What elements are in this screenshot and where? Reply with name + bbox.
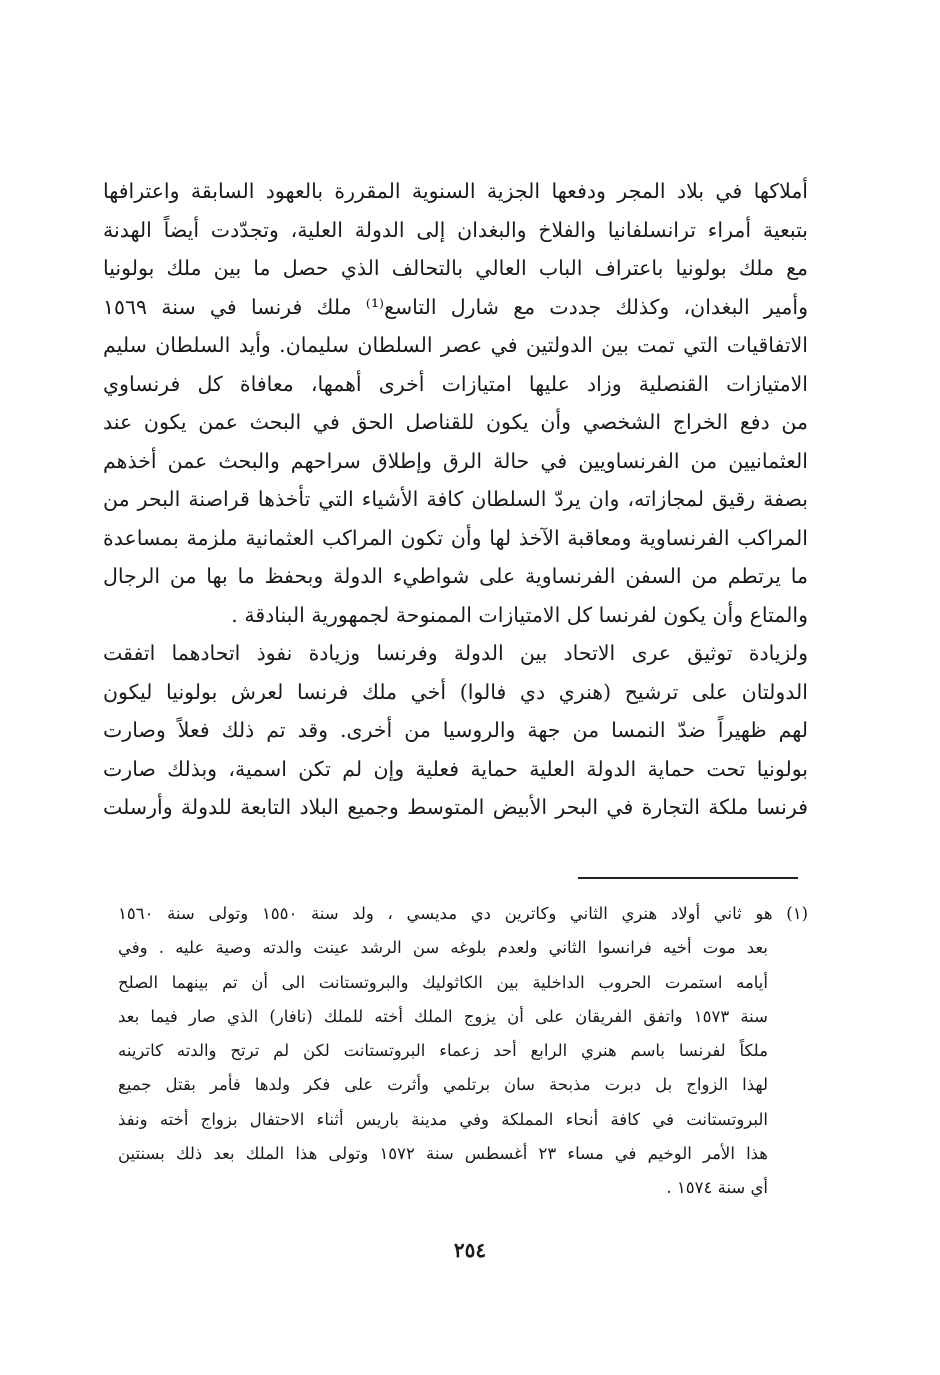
main-text bbox=[103, 172, 808, 827]
text-line: بولونيا تحت حماية الدولة العلية حماية فعلية وإن لم تكن اسمية، وبذلك صارت bbox=[103, 756, 808, 781]
text-line: ما يرتطم من السفن الفرنساوية على شواطيء الدولة وبحفظ ما بها من الرجال bbox=[103, 564, 808, 588]
text-line: العثمانيين من الفرنساويين في حالة الرق وإطلاق سراحهم والبحث عمن أخذهم bbox=[103, 448, 808, 473]
footnote-line: لهذا الزواج بل دبرت مذبحة سان برتلمي وأثرت على فكر ولدها فأمر بقتل جميع bbox=[118, 1075, 768, 1095]
text-line: أملاكها في بلاد المجر ودفعها الجزية السنوية المقررة بالعهود السابقة واعترافها bbox=[103, 179, 808, 203]
footnote-divider bbox=[578, 877, 798, 879]
text-line: ولزيادة توثيق عرى الاتحاد بين الدولة وفرنسا وزيادة نفوذ اتحادهما اتفقت bbox=[103, 641, 808, 665]
footnote-line: ملكاً لفرنسا باسم هنري الرابع أحد زعماء البروتستانت لكن لم ترتح والدته كاترينه bbox=[118, 1041, 768, 1061]
footnote-line: بعد موت أخيه فرانسوا الثاني ولعدم بلوغه سن الرشد عينت والدته وصية عليه . وفي bbox=[118, 938, 768, 958]
footnote-line: سنة ١٥٧٣ واتفق الفريقان على أن يزوج الملك أخته للملك (نافار) الذي صار فيما بعد bbox=[118, 1006, 768, 1026]
text-line: فرنسا ملكة التجارة في البحر الأبيض المتوسط وجميع البلاد التابعة للدولة وأرسلت bbox=[103, 795, 808, 819]
text-line: الاتفاقيات التي تمت بين الدولتين في عصر السلطان سليمان. وأيد السلطان سليم bbox=[103, 333, 808, 357]
text-line: المراكب الفرنساوية ومعاقبة الآخذ لها وأن تكون المراكب العثمانية ملزمة بمساعدة bbox=[103, 525, 808, 550]
text-line: بصفة رقيق لمجازاته، وان يردّ السلطان كافة الأشياء التي تأخذها قراصنة البحر من bbox=[103, 487, 808, 511]
text-line: الدولتان على ترشيح (هنري دي فالوا) أخي ملك فرنسا لعرش بولونيا ليكون bbox=[103, 679, 808, 704]
text-line: الامتيازات القنصلية وزاد عليها امتيازات أخرى أهمها، معافاة كل فرنساوي bbox=[103, 371, 808, 396]
footnotes bbox=[118, 897, 808, 1206]
footnote-line: (١) هو ثاني أولاد هنري الثاني وكاترين دي مديسي ، ولد سنة ١٥٥٠ وتولى سنة ١٥٦٠ bbox=[118, 904, 808, 923]
text-line: والمتاع وأن يكون لفرنسا كل الامتيازات الممنوحة لجمهورية البنادقة . bbox=[231, 602, 808, 627]
text-line: وأمير البغدان، وكذلك جددت مع شارل التاسع⁽¹⁾ ملك فرنسا في سنة ١٥٦٩ bbox=[103, 294, 808, 319]
page-number: ٢٥٤ bbox=[453, 1238, 487, 1262]
text-line: مع ملك بولونيا باعتراف الباب العالي بالتحالف الذي حصل ما بين ملك بولونيا bbox=[103, 256, 808, 280]
footnote-line: أيامه استمرت الحروب الداخلية بين الكاثوليك والبروتستانت الى أن تم بينهما الصلح bbox=[118, 972, 768, 992]
text-line: من دفع الخراج الشخصي وأن يكون للقناصل الحق في البحث عمن يكون عند bbox=[103, 410, 808, 434]
footnote-line: أي سنة ١٥٧٤ . bbox=[666, 1178, 768, 1198]
text-line: بتبعية أمراء ترانسلفانيا والفلاخ والبغدان إلى الدولة العلية، وتجدّدت أيضاً الهدنة bbox=[103, 217, 808, 242]
footnote-line: هذا الأمر الوخيم في مساء ٢٣ أغسطس سنة ١٥٧٢ وتولى هذا الملك بعد ذلك بسنتين bbox=[118, 1144, 768, 1164]
footnote-line: البروتستانت في كافة أنحاء المملكة وفي مدينة باريس أثناء الاحتفال بزواج أخته ونفذ bbox=[118, 1109, 768, 1129]
text-line: لهم ظهيراً ضدّ النمسا من جهة والروسيا من أخرى. وقد تم ذلك فعلاً وصارت bbox=[103, 718, 808, 742]
